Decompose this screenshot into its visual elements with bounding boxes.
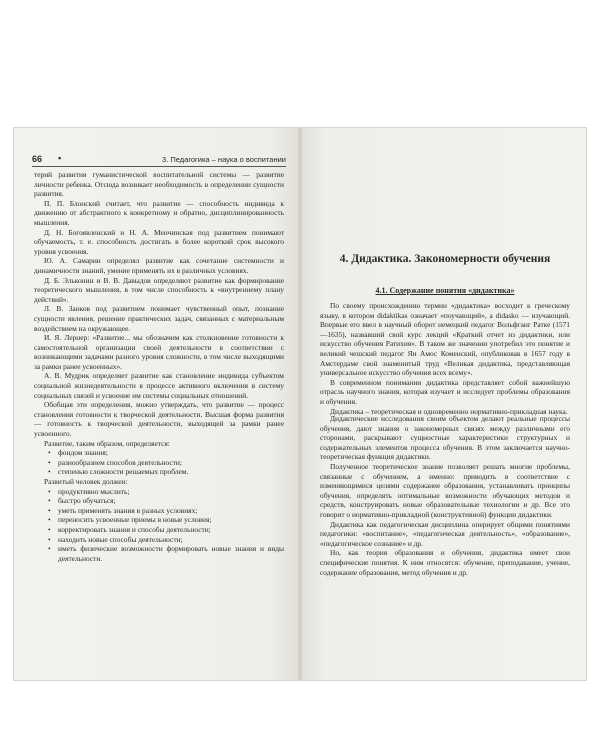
paragraph: Л. В. Занков под развитием понимает чувственный опыт, познание сущности явления, решение практических задач, связанных с материальным воздействием на окружающее. <box>34 304 284 333</box>
right-page <box>302 128 586 680</box>
header-bullet-icon: ▪ <box>58 153 62 163</box>
paragraph: терий развития гуманистической воспитательной системы — развитие личности ребенка. Отсюда возникает необходимость в определении сущности развития. <box>34 170 284 199</box>
running-head-title: 3. Педагогика – наука о воспитании <box>162 155 286 164</box>
bullet-list <box>34 448 284 477</box>
list-item: • находить новые способы деятельности; <box>48 535 284 545</box>
chapter-title: 4. Дидактика. Закономерности обучения <box>339 253 551 265</box>
list-item: • переносить усвоенные приемы в новые условия; <box>48 515 284 525</box>
page-number: 66 <box>32 154 43 164</box>
paragraph: Развитие, таким образом, определяется: <box>44 438 170 448</box>
paragraph: Но, как теория образования и обучения, дидактика имеет свои специфические понятия. К ним относятся: обучение, преподавание, учение, содержание образования, метод обучения и др. <box>320 548 570 577</box>
section-title-text: 4.1. Содержание понятия «дидактика» <box>375 286 515 295</box>
list-item: • иметь физические возможности формировать новые знания и виды деятельности. <box>48 544 284 563</box>
paragraph: Дидактические исследования своим объектом делают реальные процессы обучения, дают знания о закономерных связях между различными его сторонами, раскрывают сущностные характеристики структурных и содержательных элементов процесса обучения. В этом заключается научно-теоретическая функция дидактики. <box>320 414 570 462</box>
paragraph: А. В. Мудрик определяет развитие как становление индивида субъектом социальной жизнедеятельности в процессе активного включения в систему социальных связей и усвоение им системы социальных отношений. <box>34 371 284 400</box>
running-header <box>32 154 286 167</box>
book-spread <box>14 128 586 680</box>
list-item: • корректировать знания и способы деятельности; <box>48 525 284 535</box>
paragraph: Д. Н. Богоявленский и Н. А. Менчинская под развитием понимают обучаемость, т. е. способность достигать в более короткий срок высокого уровня усвоения. <box>34 227 284 256</box>
right-page-text-bottom <box>320 414 570 577</box>
paragraph: Полученное теоретическое знание позволяет решать многие проблемы, связанные с обучением, а именно: приводить в соответствие с изменяющимися целями содержание образования, устанавливать принципы обучения, определять оптимальные возможности обучающих методов и средств, конструировать новые образовательные технологии и др. Все это говорит о нормативно-прикладной (конструктивной) функции дидактики. <box>320 461 570 519</box>
right-page-text-top <box>320 301 570 416</box>
section-title <box>320 286 570 295</box>
paragraph: В современном понимании дидактика представляет собой важнейшую отрасль научного знания, которая изучает и исследует проблемы образования и обучения. <box>320 377 570 406</box>
paragraph: Ю. А. Самарин определял развитие как сочетание системности и динамичности знаний, умение применять их в различных условиях. <box>34 256 284 275</box>
paragraph: Д. Б. Эльконин и В. В. Давыдов определяют развитие как формирование теоретического мышления, в том числе способность к «внутреннему плану действий». <box>34 275 284 304</box>
list-item: • уметь применять знания в разных условиях; <box>48 506 284 516</box>
paragraph: По своему происхождению термин «дидактика» восходит к греческому языку, в котором didaktikas означает «поучающий», а didasko — изучающий. Впервые его ввел в научный оборот немецкий педагог Вольфганг Ратке (1571—1635), назвавший свой курс лекций «Краткий отчет из дидактики, или искусство обучения Ратихия». В таком же значении употребил это понятие и великий чешский педагог Ян Амос Коменский, опубликовав в 1657 году в Амстердаме свой знаменитый труд «Великая дидактика, представляющая универсальное искусство обучения всех всему». <box>320 301 570 378</box>
list-item: • продуктивно мыслить; <box>48 487 284 497</box>
left-page-text <box>34 170 284 563</box>
paragraph: Обобщая эти определения, можно утверждать, что развитие — процесс становления готовности к творческой деятельности. Высшая форма развития — готовность к творческой деятельности, выходящей за рамки ранее усвоенного. <box>34 400 284 439</box>
list-item: • разнообразием способов деятельности; <box>48 458 284 468</box>
list-item: • быстро обучаться; <box>48 496 284 506</box>
paragraph: Развитый человек должен: <box>44 477 128 486</box>
bullet-list <box>34 487 284 564</box>
left-page <box>14 128 298 680</box>
paragraph: П. П. Блонский считает, что развитие — способность индивида к движению от абстрактного к конкретному и обратно, дисциплинированность мышления. <box>34 198 284 227</box>
paragraph: Дидактика – теоретическая и одновременно нормативно-прикладная наука. <box>330 406 568 416</box>
paragraph: И. Я. Лернер: «Развитие... мы обозначим как столкновение готовности к самостоятельной организации своей деятельности в соответствии с возникающими задачами разного уровня сложности, в том числе выходящими за рамки ранее усвоенных». <box>34 333 284 371</box>
paragraph: Дидактика как педагогическая дисциплина оперирует общими понятиями педагогики: «воспитание», «педагогическая деятельность», «образование», «педагогическое сознание» и др. <box>320 519 570 548</box>
list-item: • фондом знания; <box>48 448 284 458</box>
list-item: • степенью сложности решаемых проблем. <box>48 467 284 477</box>
